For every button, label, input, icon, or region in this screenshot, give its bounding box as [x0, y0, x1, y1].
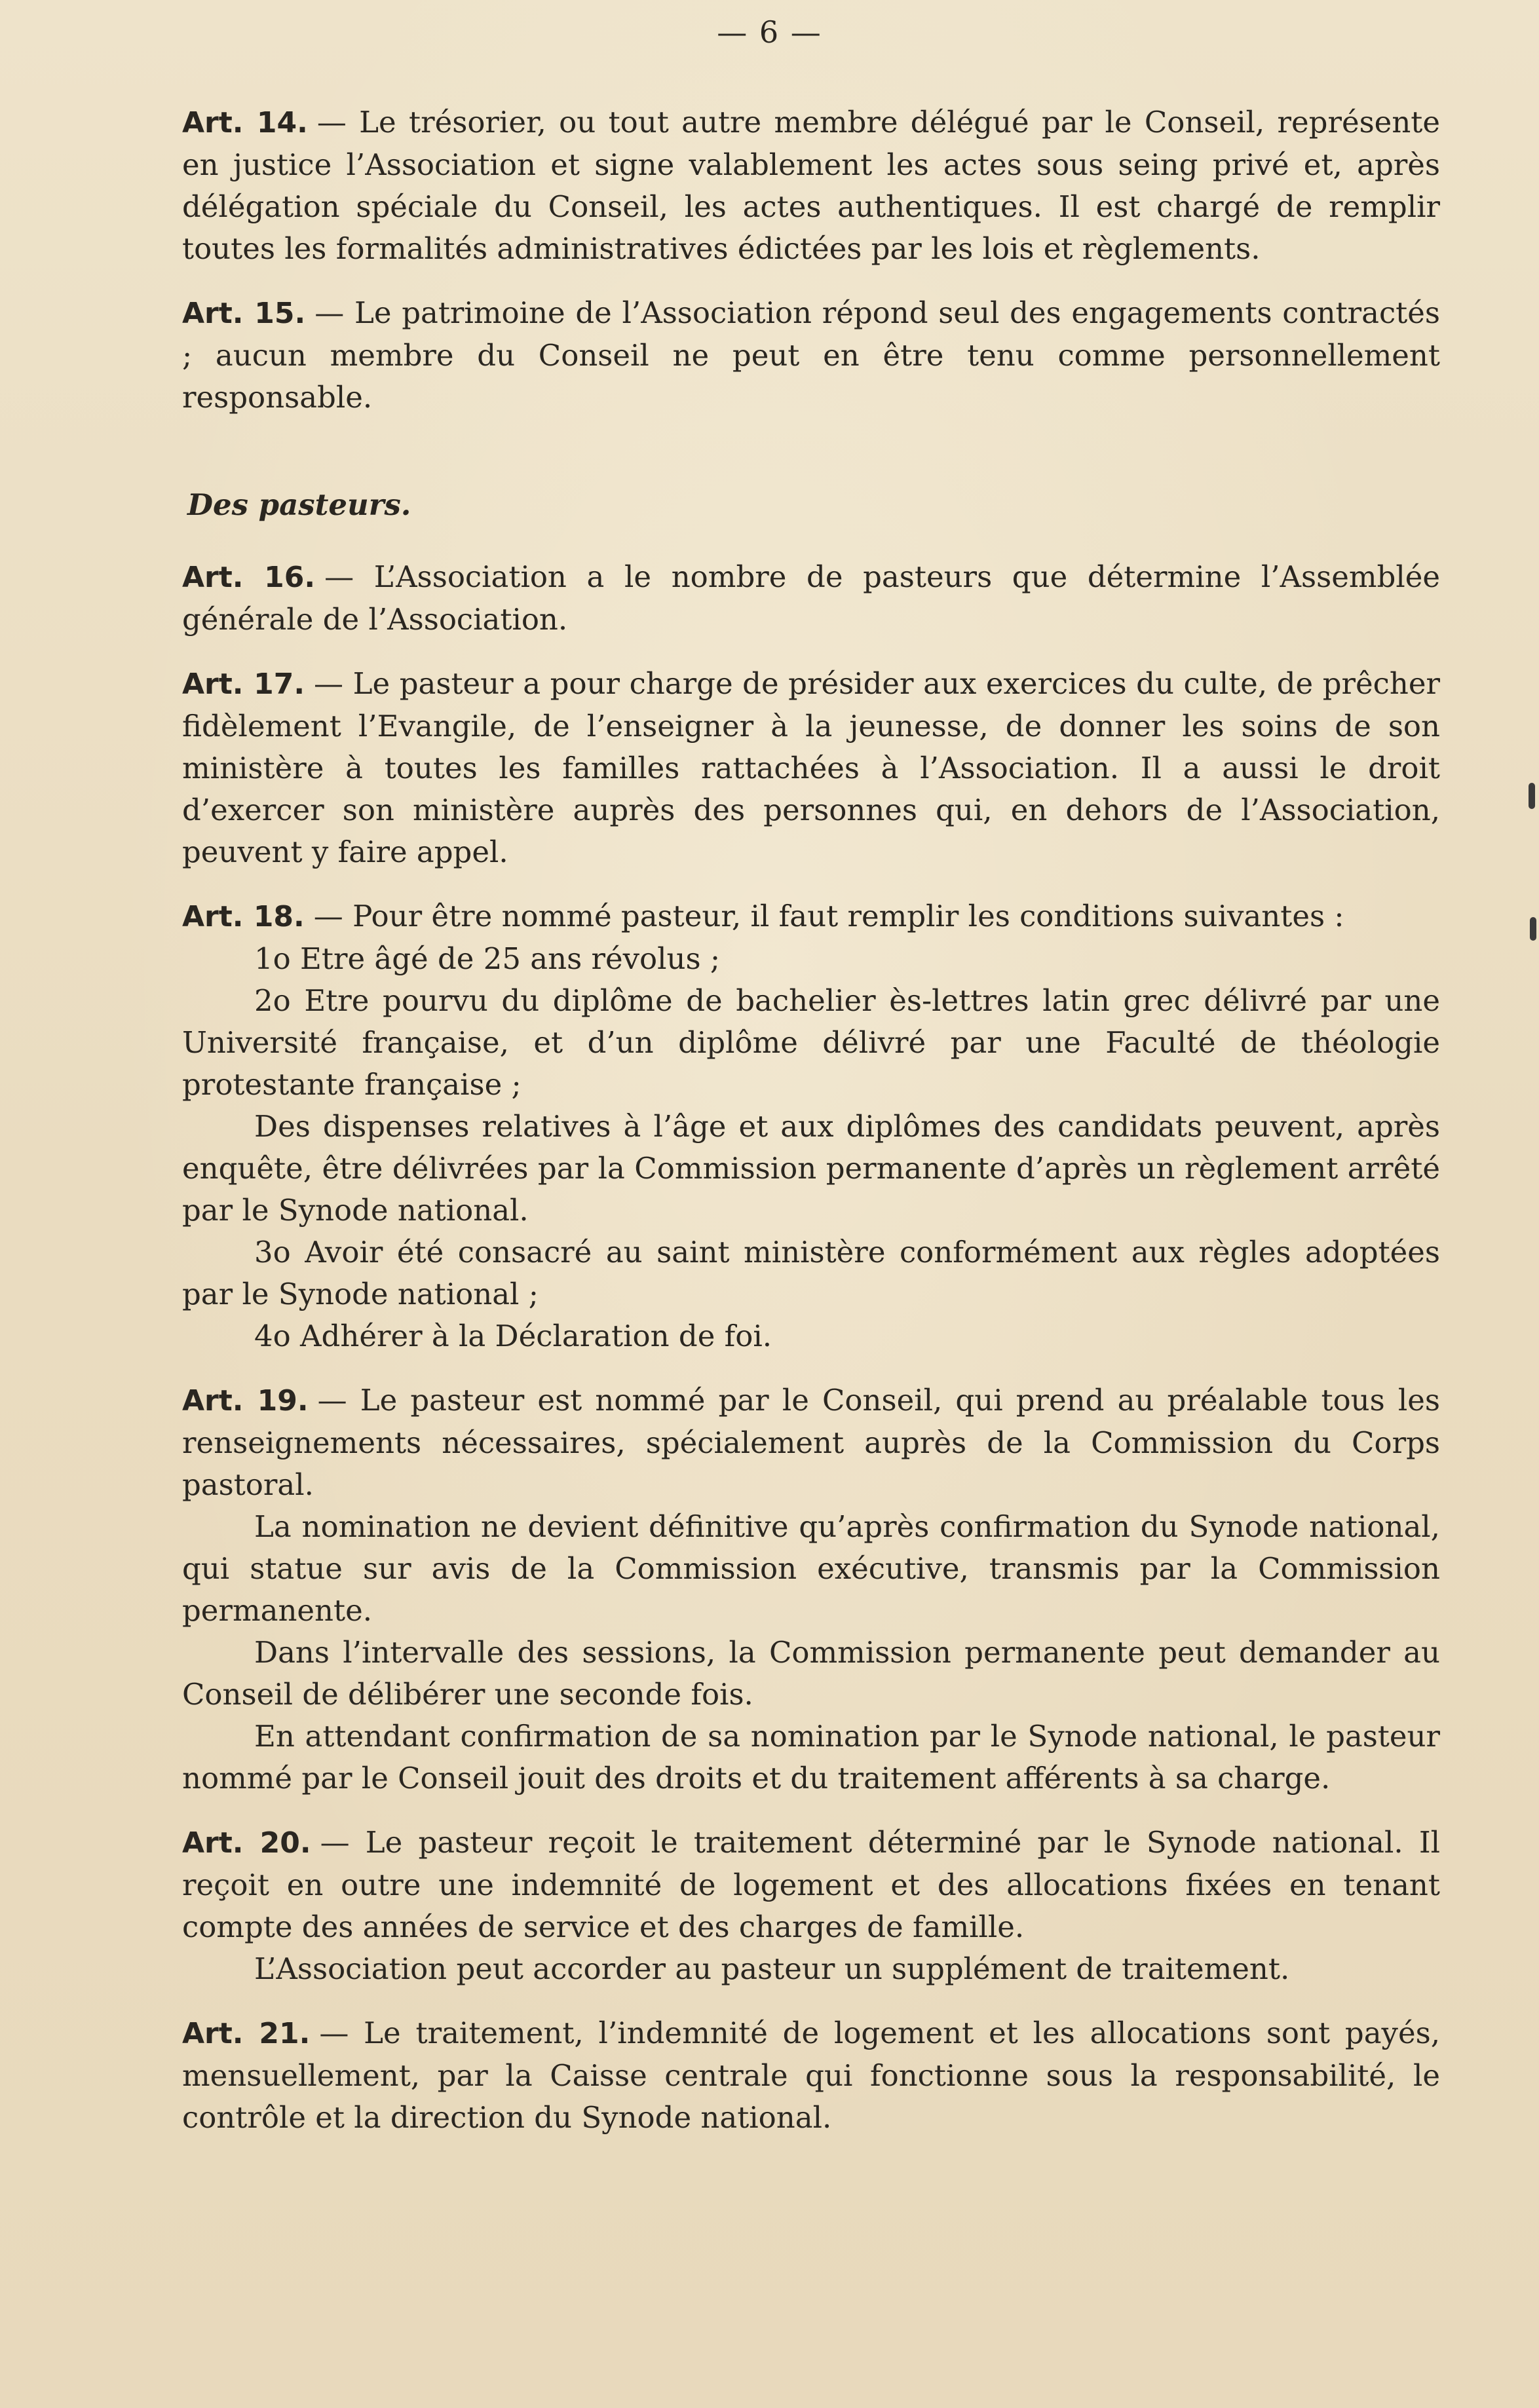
article-text: — Le traitement, l’indemnité de logement et les allocations sont payés, mensuellement, par la Caisse centrale qui fonctionne sous la responsabilité, le contrôle et la direction du Synode national.	[182, 2016, 1441, 2135]
article-19-intro	[182, 1380, 1440, 1506]
article-text: — Pour être nommé pasteur, il faut remplir les conditions suivantes :	[313, 899, 1344, 933]
page-number: — 6 —	[717, 14, 822, 50]
article-text: — Le patrimoine de l’Association répond seul des engagements contractés ; aucun membre du Conseil ne peut en être tenu comme personnellement responsable.	[182, 295, 1440, 415]
article-label: Art. 16.	[182, 561, 316, 594]
article-label: Art. 18.	[182, 900, 305, 933]
article-20-intro	[182, 1822, 1440, 1948]
article-text: — Le pasteur reçoit le traitement déterminé par le Synode national. Il reçoit en outre une indemnité de logement et des allocations fixées en tenant compte des années de service et des charges de famille.	[182, 1825, 1440, 1944]
article-18	[182, 895, 1440, 1357]
article-19	[182, 1380, 1440, 1799]
article-label: Art. 21.	[182, 2017, 311, 2050]
article-18-intro	[182, 895, 1440, 938]
article-text: — Le trésorier, ou tout autre membre délégué par le Conseil, représente en justice l’Association et signe valablement les actes sous seing privé et, après délégation spéciale du Conseil, les actes authentiques. Il est chargé de remplir toutes les formalités administratives édictées par les lois et règlements.	[182, 105, 1441, 266]
condition-item: 3o Avoir été consacré au saint ministère conformément aux règles adoptées par le Synode national ;	[182, 1235, 1440, 1311]
article-text: — Le pasteur est nommé par le Conseil, qui prend au préalable tous les renseignements nécessaires, spécialement auprès de la Commission du Corps pastoral.	[182, 1383, 1440, 1502]
article-17	[182, 663, 1440, 873]
article-label: Art. 14.	[182, 106, 308, 140]
condition-item: 1o Etre âgé de 25 ans révolus ;	[254, 941, 721, 976]
article-paragraph: En attendant confirmation de sa nomination par le Synode national, le pasteur nommé par le Conseil jouit des droits et du traitement afférents à sa charge.	[182, 1719, 1440, 1796]
article-label: Art. 19.	[182, 1384, 309, 1418]
article-21	[182, 2012, 1440, 2139]
edge-mark	[1530, 917, 1536, 941]
section-heading-pasteurs: Des pasteurs.	[187, 487, 411, 522]
condition-item: 4o Adhérer à la Déclaration de foi.	[254, 1319, 772, 1353]
edge-mark	[1529, 783, 1535, 809]
article-text: — Le pasteur a pour charge de présider aux exercices du culte, de prêcher fidèlement l’Evangile, de l’enseigner à la jeunesse, de donner les soins de son ministère à toutes les familles rattachées à l’Association. Il a aussi le droit d’exercer son ministère auprès des personnes qui, en dehors de l’Association, peuvent y faire appel.	[182, 666, 1440, 869]
article-label: Art. 15.	[182, 297, 306, 330]
document-body	[182, 102, 1440, 2161]
condition-note: Des dispenses relatives à l’âge et aux diplômes des candidats peuvent, après enquête, être délivrées par la Commission permanente d’après un règlement arrêté par le Synode national.	[182, 1109, 1440, 1228]
article-15	[182, 292, 1440, 419]
article-text: — L’Association a le nombre de pasteurs que détermine l’Assemblée générale de l’Association.	[182, 559, 1440, 637]
article-paragraph: Dans l’intervalle des sessions, la Commission permanente peut demander au Conseil de délibérer une seconde fois.	[182, 1635, 1440, 1712]
article-20	[182, 1822, 1440, 1990]
article-14	[182, 102, 1440, 270]
article-paragraph: L’Association peut accorder au pasteur un supplément de traitement.	[254, 1951, 1290, 1986]
article-label: Art. 20.	[182, 1826, 311, 1860]
condition-item: 2o Etre pourvu du diplôme de bachelier ès-lettres latin grec délivré par une Université française, et d’un diplôme délivré par une Faculté de théologie protestante française ;	[182, 983, 1440, 1102]
article-paragraph: La nomination ne devient définitive qu’après confirmation du Synode national, qui statue sur avis de la Commission exécutive, transmis par la Commission permanente.	[182, 1509, 1440, 1628]
article-label: Art. 17.	[182, 668, 305, 701]
article-16	[182, 556, 1440, 641]
